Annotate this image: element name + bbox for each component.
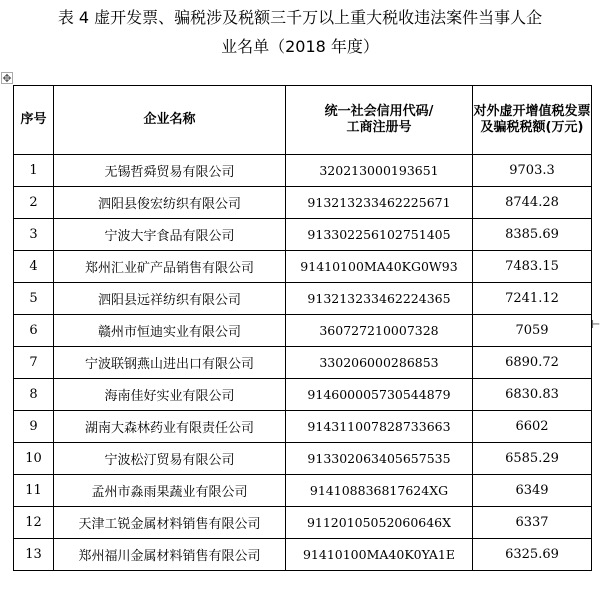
table-row [14,475,592,507]
table-row [14,443,592,475]
header-amount: 对外虚开增值税发票及骗税税额(万元) [473,86,592,155]
credit-code: 360727210007328 [286,315,473,347]
row-number: 8 [14,379,54,411]
company-name: 宁波联钢燕山进出口有限公司 [54,347,286,379]
document-title-line-1: 表 4 虚开发票、骗税涉及税额三千万以上重大税收违法案件当事人企 [57,8,543,27]
tax-amount: 7483.15 [473,251,592,283]
credit-code: 913213233462225671 [286,187,473,219]
header-company-name: 企业名称 [54,86,286,155]
row-number: 6 [14,315,54,347]
tax-amount: 6602 [473,411,592,443]
table-row [14,219,592,251]
company-name: 泗阳县远祥纺织有限公司 [54,283,286,315]
credit-code: 913302063405657535 [286,443,473,475]
table-row [14,347,592,379]
row-number: 5 [14,283,54,315]
tax-amount: 6349 [473,475,592,507]
move-icon[interactable]: ✥ [2,72,12,85]
row-number: 4 [14,251,54,283]
tax-amount: 8385.69 [473,219,592,251]
company-name: 湖南大森林药业有限责任公司 [54,411,286,443]
company-name: 无锡哲舜贸易有限公司 [54,155,286,187]
company-name: 郑州汇业矿产品销售有限公司 [54,251,286,283]
tax-amount: 6337 [473,507,592,539]
credit-code: 320213000193651 [286,155,473,187]
row-number: 2 [14,187,54,219]
company-name: 宁波大宇食品有限公司 [54,219,286,251]
tax-amount: 6890.72 [473,347,592,379]
company-name: 泗阳县俊宏纺织有限公司 [54,187,286,219]
header-no: 序号 [14,86,54,155]
tax-amount: 6325.69 [473,539,592,571]
header-credit-code: 统一社会信用代码/ 工商注册号 [286,86,473,155]
table-row [14,155,592,187]
tax-amount: 6585.29 [473,443,592,475]
table-row [14,315,592,347]
credit-code: 913302256102751405 [286,219,473,251]
row-number: 1 [14,155,54,187]
row-number: 12 [14,507,54,539]
table-body [14,155,592,571]
taxpayer-table [13,85,592,571]
row-number: 7 [14,347,54,379]
credit-code: 914311007828733663 [286,411,473,443]
tax-amount: 9703.3 [473,155,592,187]
table-row [14,411,592,443]
tax-amount: 7241.12 [473,283,592,315]
row-number: 10 [14,443,54,475]
table-row [14,187,592,219]
row-number: 3 [14,219,54,251]
credit-code: 914600005730544879 [286,379,473,411]
credit-code: 913213233462224365 [286,283,473,315]
tax-amount: 6830.83 [473,379,592,411]
tax-amount: 7059 [473,315,592,347]
credit-code: 91410100MA40KG0W93 [286,251,473,283]
company-name: 孟州市淼雨果蔬业有限公司 [54,475,286,507]
table-row [14,283,592,315]
table-header-row [14,86,592,155]
credit-code: 914108836817624XG [286,475,473,507]
row-number: 13 [14,539,54,571]
table-row [14,539,592,571]
table-row [14,379,592,411]
company-name: 天津工锐金属材料销售有限公司 [54,507,286,539]
tax-amount: 8744.28 [473,187,592,219]
company-name: 郑州福川金属材料销售有限公司 [54,539,286,571]
company-name: 赣州市恒迪实业有限公司 [54,315,286,347]
company-name: 海南佳好实业有限公司 [54,379,286,411]
row-number: 9 [14,411,54,443]
credit-code: 330206000286853 [286,347,473,379]
resize-icon[interactable]: ⊢ [591,318,600,331]
table-row [14,507,592,539]
company-name: 宁波松汀贸易有限公司 [54,443,286,475]
table-row [14,251,592,283]
row-number: 11 [14,475,54,507]
credit-code: 91410100MA40K0YA1E [286,539,473,571]
credit-code: 91120105052060646X [286,507,473,539]
document-title-line-2: 业名单（2018 年度） [221,37,379,56]
